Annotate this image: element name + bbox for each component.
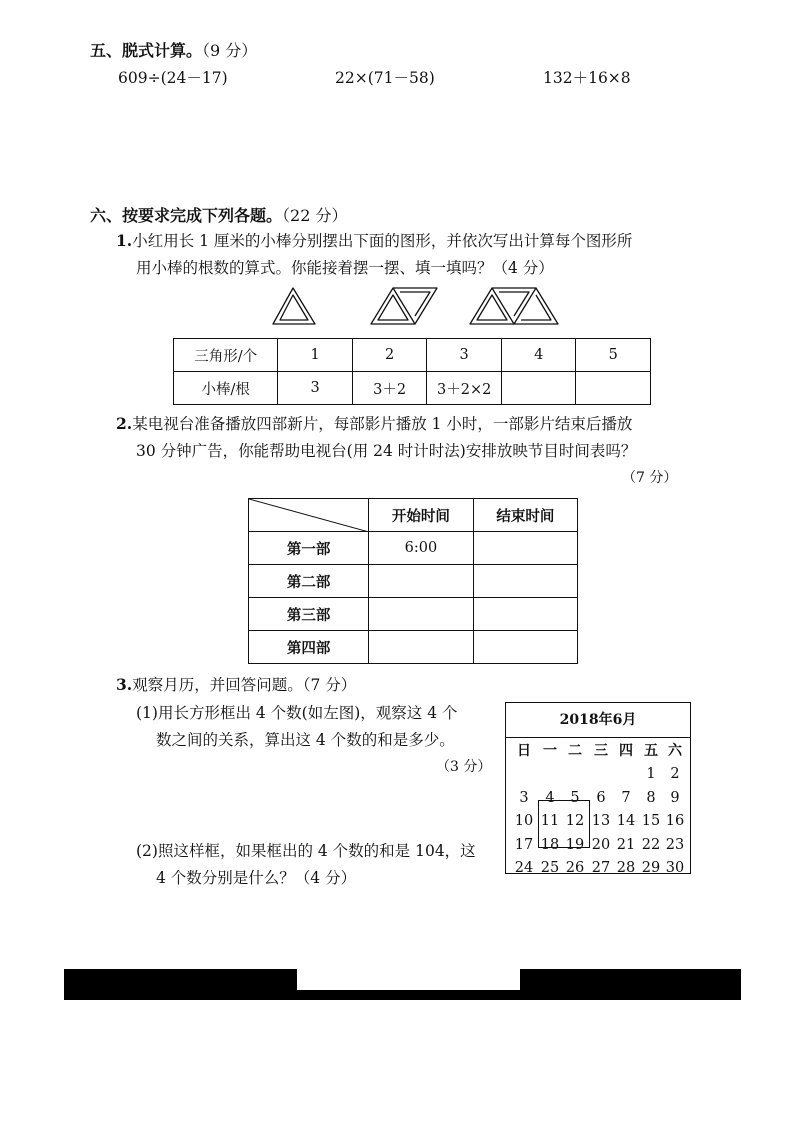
calendar-weekday: 三	[594, 743, 608, 759]
q2-diagonal-header	[249, 499, 369, 532]
june-calendar	[505, 702, 691, 874]
calendar-day: 26	[565, 860, 585, 876]
q2-number: 2.	[116, 414, 133, 433]
q2-line1	[116, 411, 632, 437]
calendar-day: 25	[540, 860, 560, 876]
q1-cell: 3	[427, 339, 502, 372]
q1-cell: 3＋2×2	[427, 372, 502, 405]
calendar-day: 15	[641, 813, 661, 829]
q2-end-cell[interactable]	[473, 532, 577, 565]
calendar-day: 9	[670, 789, 680, 806]
q2-end-cell[interactable]	[473, 565, 577, 598]
q1-cell: 2	[352, 339, 427, 372]
double-triangle	[371, 288, 437, 324]
calendar-day: 30	[665, 860, 685, 876]
calendar-day: 22	[641, 836, 661, 853]
q1-cell: 3＋2	[352, 372, 427, 405]
calendar-weekday: 五	[644, 743, 658, 759]
calendar-weekday: 日	[517, 743, 531, 759]
calendar-day: 3	[519, 789, 529, 806]
calendar-weekday: 二	[568, 743, 582, 759]
calendar-day: 18	[540, 836, 560, 853]
expression-2: 22×(71－58)	[335, 69, 435, 87]
calendar-day: 14	[616, 813, 636, 829]
q2-text1: 某电视台准备播放四部新片，每部影片播放 1 小时，一部影片结束后播放	[132, 415, 633, 433]
q1-line2: 用小棒的根数的算式。你能接着摆一摆、填一填吗？（4 分）	[136, 259, 554, 277]
calendar-day: 19	[565, 836, 585, 853]
q2-row-label: 第一部	[249, 532, 369, 565]
section5-points: （9 分）	[202, 41, 258, 60]
q2-start-cell[interactable]	[369, 565, 473, 598]
expression-1: 609÷(24－17)	[118, 69, 228, 87]
q2-line2: 30 分钟广告，你能帮助电视台(用 24 时计时法)安排放映节目时间表吗？	[136, 442, 637, 460]
q2-header-end: 结束时间	[473, 499, 577, 532]
q2-row-label: 第三部	[249, 598, 369, 631]
q3-number: 3.	[116, 675, 133, 694]
q3-sub1-points: （3 分）	[436, 759, 492, 775]
q1-row2-header: 小棒/根	[174, 372, 278, 405]
q1-answer-cell[interactable]	[502, 372, 576, 405]
calendar-day	[538, 762, 562, 786]
q3-sub1-line2: 数之间的关系，算出这 4 个数的和是多少。	[156, 731, 455, 749]
q2-header-start: 开始时间	[369, 499, 473, 532]
q2-schedule-table	[248, 498, 578, 664]
single-triangle	[273, 288, 315, 324]
triple-triangle	[470, 288, 558, 324]
q2-start-cell[interactable]	[369, 598, 473, 631]
expression-3: 132＋16×8	[543, 69, 631, 87]
calendar-highlight-box	[538, 800, 590, 848]
q2-start-cell[interactable]	[369, 631, 473, 664]
calendar-day	[563, 762, 587, 786]
calendar-day: 11	[540, 813, 560, 829]
calendar-weekday: 一	[543, 743, 557, 759]
q2-end-cell[interactable]	[473, 631, 577, 664]
q1-cell: 1	[278, 339, 352, 372]
section5-title: 五、脱式计算。	[90, 41, 203, 60]
q3-heading	[116, 672, 356, 698]
q2-points: （7 分）	[622, 470, 678, 486]
calendar-day	[614, 762, 638, 786]
calendar-weekday: 六	[668, 743, 682, 759]
calendar-day: 27	[591, 860, 611, 876]
calendar-day	[589, 762, 613, 786]
calendar-day: 16	[665, 813, 685, 829]
calendar-day: 17	[514, 836, 534, 853]
footer-bar-middle	[297, 990, 520, 1000]
calendar-day: 6	[596, 789, 606, 806]
calendar-day: 13	[591, 813, 611, 829]
calendar-day: 12	[565, 813, 585, 829]
footer-bar-right	[520, 969, 741, 1000]
calendar-day	[512, 762, 536, 786]
calendar-day: 1	[646, 766, 656, 782]
q1-table	[173, 338, 651, 405]
q1-answer-cell[interactable]	[576, 372, 651, 405]
q2-end-cell[interactable]	[473, 598, 577, 631]
calendar-day: 2	[670, 766, 680, 782]
calendar-day: 28	[616, 860, 636, 876]
calendar-day: 20	[591, 836, 611, 853]
q1-row1-header: 三角形/个	[174, 339, 278, 372]
calendar-day: 4	[545, 789, 555, 806]
calendar-day: 21	[616, 836, 636, 853]
q2-row-label: 第二部	[249, 565, 369, 598]
q1-text1: 小红用长 1 厘米的小棒分别摆出下面的图形，并依次写出计算每个图形所	[132, 232, 633, 250]
q3-title: 观察月历，并回答问题。（7 分）	[132, 676, 357, 694]
q3-sub1-line1: (1)用长方形框出 4 个数(如左图)，观察这 4 个	[136, 704, 458, 722]
section6-points: （22 分）	[282, 206, 348, 225]
calendar-weekday: 四	[619, 743, 633, 759]
calendar-day: 7	[621, 789, 631, 806]
diagonal-line	[249, 499, 369, 532]
q2-start-cell: 6:00	[369, 532, 473, 565]
calendar-day: 8	[646, 789, 656, 806]
q1-cell: 3	[278, 372, 352, 405]
footer-bar-left	[64, 969, 297, 1000]
q1-number: 1.	[116, 231, 133, 250]
section6-heading	[90, 203, 347, 226]
q2-row-label: 第四部	[249, 631, 369, 664]
section6-title: 六、按要求完成下列各题。	[90, 206, 283, 225]
q3-sub2-line1: (2)照这样框，如果框出的 4 个数的和是 104，这	[136, 842, 476, 860]
calendar-title: 2018年6月	[506, 703, 690, 738]
stick-triangles-figure	[265, 282, 565, 334]
section5-heading	[90, 38, 257, 61]
q1-line1	[116, 228, 632, 254]
calendar-day: 24	[514, 860, 534, 876]
calendar-day: 5	[570, 789, 580, 806]
calendar-day: 23	[665, 836, 685, 853]
q1-cell: 5	[576, 339, 651, 372]
q1-cell: 4	[502, 339, 576, 372]
q3-sub2-line2: 4 个数分别是什么？（4 分）	[156, 869, 357, 887]
calendar-day: 29	[641, 860, 661, 876]
calendar-day: 10	[514, 813, 534, 829]
